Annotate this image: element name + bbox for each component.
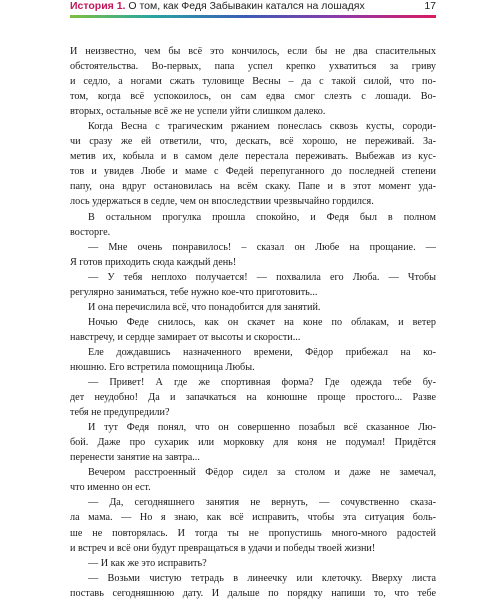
text-line: Я готов приходить сюда каждый день! xyxy=(70,256,237,268)
text-line: Еле дождавшись назначенного времени, Фёдор прибежал на ко- xyxy=(88,346,436,358)
text-line: — Привет! А где же спортивная форма? Где одежда тебе бу- xyxy=(88,377,436,389)
text-line: — У тебя неплохо получается! — похвалила его Люба. — Чтобы xyxy=(88,271,436,283)
running-header xyxy=(70,0,436,14)
header-divider xyxy=(70,15,436,18)
chapter-label: История 1. xyxy=(70,0,126,12)
text-line: вторых, остальные всё же не успели уйти слишком далеко. xyxy=(70,106,326,118)
text-line: И она перечислила всё, что понадобится для занятий. xyxy=(88,301,321,313)
text-line: регулярно заниматься, тебе нужно кое-что приготовить... xyxy=(70,286,318,298)
text-line: поставь сегодняшнюю дату. И дальше по порядку напиши то, что тебе xyxy=(70,587,436,599)
text-line: дет неудобно! Да и запачкаться на конюшне проще простого... Разве xyxy=(70,392,436,404)
text-line: — Возьми чистую тетрадь в линеечку или клеточку. Вверху листа xyxy=(88,572,436,584)
text-line: тов и увидев Любе и маме с Федей перепуганного до последней степени xyxy=(70,166,436,178)
text-line: ше не повторялась. И тогда ты не пропустишь много-много радостей xyxy=(70,527,436,539)
text-line: восторге. xyxy=(70,226,111,238)
text-line: Вечером расстроенный Фёдор сидел за столом и даже не замечал, xyxy=(88,467,436,479)
page-number: 17 xyxy=(424,0,436,12)
text-line: папу, она вдруг остановилась на всём скаку. Папе и в этот момент уда- xyxy=(70,181,436,193)
text-line: бой. Даже про сухарик или морковку для коня не подумал! Придётся xyxy=(70,437,436,449)
text-line: что именно он ест. xyxy=(70,482,151,494)
text-line: лось удержаться в седле, чем он впоследствии чрезвычайно гордился. xyxy=(70,196,374,208)
chapter-subtitle: О том, как Федя Забывакин катался на лошадях xyxy=(125,0,365,12)
text-line: ла мама. — Но я знаю, как всё исправить, чтобы эта ситуация боль- xyxy=(70,512,436,524)
text-line: — Мне очень понравилось! – сказал он Любе на прощание. — xyxy=(88,241,436,253)
text-line: Ночью Феде снилось, как он скачет на коне по облакам, и ветер xyxy=(88,316,436,328)
text-line: — Да, сегодняшнего занятия не вернуть, — сочувственно сказа- xyxy=(88,497,436,509)
text-line: метив их, кобыла и в самом деле перестала переживать. Выбежав из кус- xyxy=(70,151,436,163)
text-line: — И как же это исправить? xyxy=(88,557,207,569)
text-line: И тут Федя понял, что он совершенно позабыл всё сказанное Лю- xyxy=(88,422,436,434)
text-line: Когда Весна с трагическим ржанием понеслась сквозь кусты, сороди- xyxy=(88,121,436,133)
text-line: тебя не предупредили? xyxy=(70,407,170,419)
text-line: том, когда всё успокоилось, он сам едва смог слезть с лошади. Во- xyxy=(70,91,436,103)
chapter-title xyxy=(70,0,365,13)
text-line: обстоятельства. Во-первых, папа успел крепко ухватиться за гриву xyxy=(70,61,436,73)
text-line: И неизвестно, чем бы всё это кончилось, если бы не два спасительных xyxy=(70,46,436,57)
text-line: перенести занятие на завтра... xyxy=(70,452,200,464)
text-line: и встреч и всё они будут превращаться в удачи и победы твоей жизни! xyxy=(70,542,376,554)
text-line: навстречу, и сердце замирает от высоты и скорости... xyxy=(70,331,301,343)
text-line: В остальном прогулка прошла спокойно, и Федя был в полном xyxy=(88,211,436,223)
text-line: нюшню. Его встретила помощница Любы. xyxy=(70,361,255,373)
text-line: чи сразу же ей ответили, что, дескать, всё хорошо, не переживай. За- xyxy=(70,136,436,148)
body-text xyxy=(70,44,436,601)
text-line: и седло, а ногами сжать туловище Весны – да с такой силой, что по- xyxy=(70,76,436,88)
